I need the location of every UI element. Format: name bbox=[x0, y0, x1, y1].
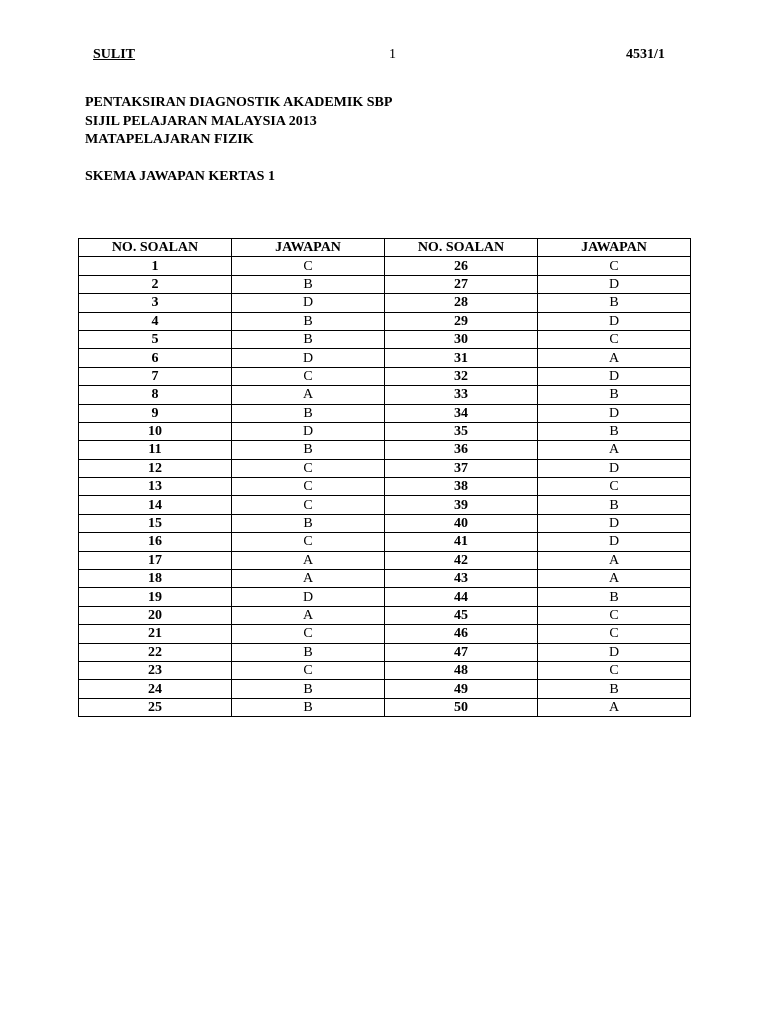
question-number-cell: 22 bbox=[79, 643, 232, 661]
answer-cell: C bbox=[232, 496, 385, 514]
answer-cell: D bbox=[232, 294, 385, 312]
question-number-cell: 43 bbox=[385, 570, 538, 588]
answer-cell: C bbox=[538, 625, 691, 643]
table-row bbox=[79, 514, 691, 532]
table-row bbox=[79, 386, 691, 404]
question-number-cell: 23 bbox=[79, 661, 232, 679]
table-row bbox=[79, 680, 691, 698]
answer-cell: A bbox=[538, 551, 691, 569]
table-row bbox=[79, 349, 691, 367]
table-row bbox=[79, 441, 691, 459]
answer-cell: D bbox=[538, 533, 691, 551]
answer-cell: A bbox=[232, 551, 385, 569]
answer-cell: C bbox=[232, 478, 385, 496]
table-row bbox=[79, 570, 691, 588]
answer-cell: D bbox=[538, 275, 691, 293]
answer-cell: B bbox=[538, 588, 691, 606]
table-row bbox=[79, 422, 691, 440]
table-row bbox=[79, 478, 691, 496]
answer-cell: B bbox=[232, 441, 385, 459]
question-number-cell: 21 bbox=[79, 625, 232, 643]
question-number-cell: 35 bbox=[385, 422, 538, 440]
question-number-cell: 34 bbox=[385, 404, 538, 422]
answer-cell: C bbox=[232, 367, 385, 385]
title-line-1: PENTAKSIRAN DIAGNOSTIK AKADEMIK SBP bbox=[85, 95, 393, 110]
answer-cell: B bbox=[538, 294, 691, 312]
question-number-cell: 42 bbox=[385, 551, 538, 569]
table-row bbox=[79, 625, 691, 643]
answer-cell: A bbox=[232, 570, 385, 588]
question-number-cell: 31 bbox=[385, 349, 538, 367]
answer-cell: D bbox=[538, 643, 691, 661]
answer-cell: A bbox=[538, 570, 691, 588]
question-number-cell: 30 bbox=[385, 330, 538, 348]
question-number-cell: 20 bbox=[79, 606, 232, 624]
question-number-cell: 49 bbox=[385, 680, 538, 698]
answer-cell: B bbox=[232, 680, 385, 698]
answer-cell: D bbox=[538, 514, 691, 532]
answer-cell: D bbox=[538, 367, 691, 385]
question-number-cell: 7 bbox=[79, 367, 232, 385]
answer-key-table bbox=[78, 238, 691, 717]
answer-cell: C bbox=[538, 330, 691, 348]
answer-cell: B bbox=[232, 698, 385, 716]
answer-cell: C bbox=[232, 661, 385, 679]
question-number-cell: 45 bbox=[385, 606, 538, 624]
answer-cell: B bbox=[538, 496, 691, 514]
answer-cell: B bbox=[232, 404, 385, 422]
question-number-cell: 9 bbox=[79, 404, 232, 422]
question-number-cell: 40 bbox=[385, 514, 538, 532]
answer-cell: C bbox=[232, 625, 385, 643]
column-header-question: NO. SOALAN bbox=[79, 239, 232, 257]
title-line-3: MATAPELAJARAN FIZIK bbox=[85, 132, 254, 147]
answer-cell: C bbox=[538, 257, 691, 275]
answer-cell: D bbox=[232, 422, 385, 440]
answer-cell: A bbox=[538, 698, 691, 716]
question-number-cell: 24 bbox=[79, 680, 232, 698]
answer-cell: C bbox=[538, 478, 691, 496]
answer-cell: C bbox=[232, 459, 385, 477]
question-number-cell: 17 bbox=[79, 551, 232, 569]
answer-cell: B bbox=[232, 514, 385, 532]
question-number-cell: 19 bbox=[79, 588, 232, 606]
question-number-cell: 50 bbox=[385, 698, 538, 716]
answer-cell: A bbox=[538, 349, 691, 367]
answer-cell: A bbox=[232, 386, 385, 404]
answer-cell: B bbox=[232, 275, 385, 293]
question-number-cell: 46 bbox=[385, 625, 538, 643]
title-line-2: SIJIL PELAJARAN MALAYSIA 2013 bbox=[85, 113, 317, 129]
document-titles bbox=[85, 94, 392, 186]
answer-cell: A bbox=[232, 606, 385, 624]
question-number-cell: 3 bbox=[79, 294, 232, 312]
table-row bbox=[79, 606, 691, 624]
answer-cell: B bbox=[538, 422, 691, 440]
question-number-cell: 6 bbox=[79, 349, 232, 367]
question-number-cell: 25 bbox=[79, 698, 232, 716]
table-row bbox=[79, 275, 691, 293]
answer-cell: B bbox=[232, 330, 385, 348]
answer-cell: C bbox=[232, 257, 385, 275]
table-row bbox=[79, 533, 691, 551]
question-number-cell: 33 bbox=[385, 386, 538, 404]
table-row bbox=[79, 294, 691, 312]
question-number-cell: 41 bbox=[385, 533, 538, 551]
question-number-cell: 12 bbox=[79, 459, 232, 477]
question-number-cell: 1 bbox=[79, 257, 232, 275]
answer-cell: D bbox=[538, 459, 691, 477]
question-number-cell: 28 bbox=[385, 294, 538, 312]
question-number-cell: 29 bbox=[385, 312, 538, 330]
question-number-cell: 4 bbox=[79, 312, 232, 330]
question-number-cell: 11 bbox=[79, 441, 232, 459]
title-line-4: SKEMA JAWAPAN KERTAS 1 bbox=[85, 168, 275, 184]
column-header-answer: JAWAPAN bbox=[538, 239, 691, 257]
answer-cell: C bbox=[538, 661, 691, 679]
answer-cell: D bbox=[538, 312, 691, 330]
page-number: 1 bbox=[389, 47, 396, 62]
question-number-cell: 44 bbox=[385, 588, 538, 606]
question-number-cell: 36 bbox=[385, 441, 538, 459]
question-number-cell: 10 bbox=[79, 422, 232, 440]
question-number-cell: 8 bbox=[79, 386, 232, 404]
answer-cell: D bbox=[232, 349, 385, 367]
answer-table-body bbox=[79, 257, 691, 717]
table-row bbox=[79, 698, 691, 716]
question-number-cell: 2 bbox=[79, 275, 232, 293]
table-row bbox=[79, 588, 691, 606]
question-number-cell: 18 bbox=[79, 570, 232, 588]
paper-code: 4531/1 bbox=[626, 47, 665, 62]
question-number-cell: 38 bbox=[385, 478, 538, 496]
question-number-cell: 13 bbox=[79, 478, 232, 496]
question-number-cell: 26 bbox=[385, 257, 538, 275]
table-row bbox=[79, 367, 691, 385]
answer-cell: B bbox=[538, 680, 691, 698]
answer-cell: D bbox=[538, 404, 691, 422]
question-number-cell: 5 bbox=[79, 330, 232, 348]
table-row bbox=[79, 312, 691, 330]
title-gap bbox=[85, 150, 392, 168]
question-number-cell: 27 bbox=[385, 275, 538, 293]
column-header-answer: JAWAPAN bbox=[232, 239, 385, 257]
table-row bbox=[79, 551, 691, 569]
answer-cell: B bbox=[232, 643, 385, 661]
column-header-question: NO. SOALAN bbox=[385, 239, 538, 257]
answer-cell: A bbox=[538, 441, 691, 459]
answer-cell: B bbox=[538, 386, 691, 404]
table-row bbox=[79, 459, 691, 477]
answer-cell: B bbox=[232, 312, 385, 330]
table-row bbox=[79, 661, 691, 679]
question-number-cell: 37 bbox=[385, 459, 538, 477]
answer-cell: D bbox=[232, 588, 385, 606]
header-classification: SULIT bbox=[93, 47, 136, 62]
question-number-cell: 47 bbox=[385, 643, 538, 661]
table-header-row bbox=[79, 239, 691, 257]
question-number-cell: 14 bbox=[79, 496, 232, 514]
table-row bbox=[79, 496, 691, 514]
table-row bbox=[79, 257, 691, 275]
question-number-cell: 16 bbox=[79, 533, 232, 551]
table-row bbox=[79, 330, 691, 348]
question-number-cell: 32 bbox=[385, 367, 538, 385]
answer-cell: C bbox=[538, 606, 691, 624]
table-row bbox=[79, 404, 691, 422]
table-row bbox=[79, 643, 691, 661]
question-number-cell: 48 bbox=[385, 661, 538, 679]
answer-cell: C bbox=[232, 533, 385, 551]
question-number-cell: 15 bbox=[79, 514, 232, 532]
question-number-cell: 39 bbox=[385, 496, 538, 514]
